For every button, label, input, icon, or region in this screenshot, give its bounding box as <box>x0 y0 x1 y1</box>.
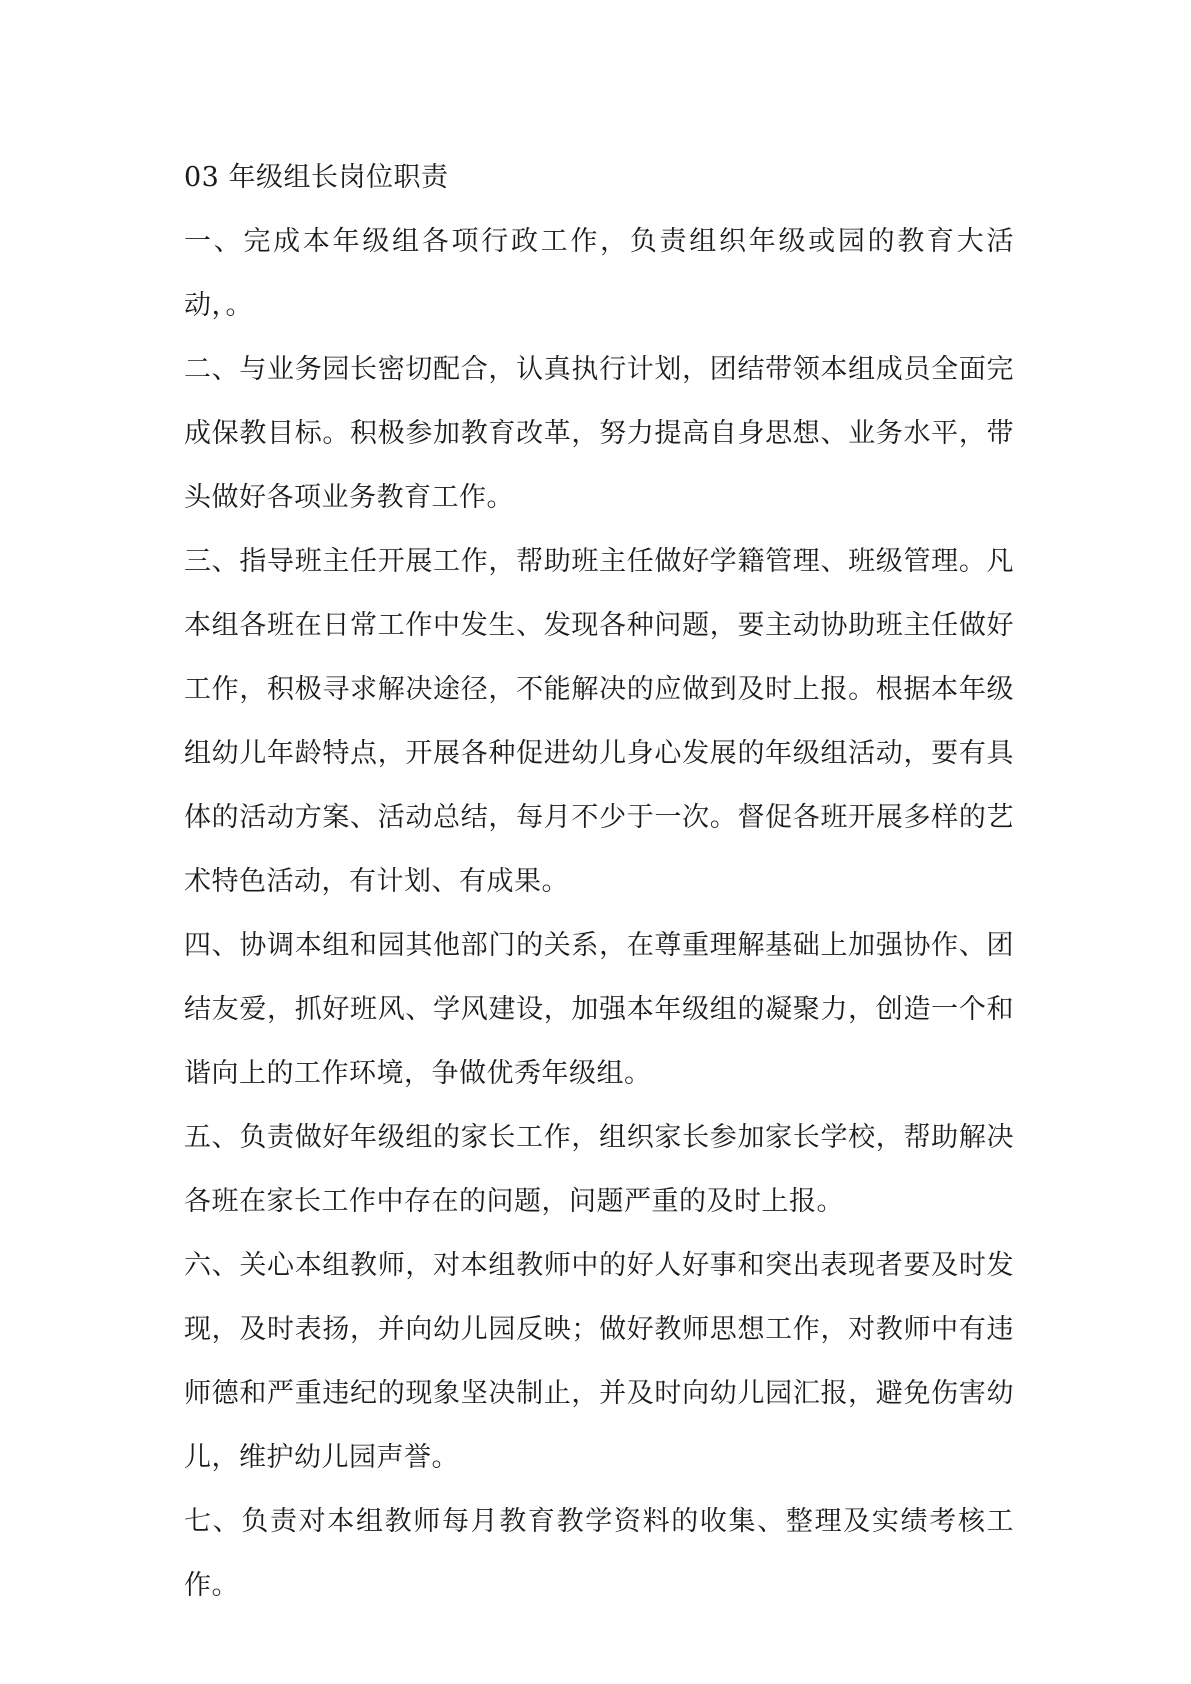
paragraph-7: 七、负责对本组教师每月教育教学资料的收集、整理及实绩考核工作。 <box>184 1506 1014 1601</box>
paragraph-4: 四、协调本组和园其他部门的关系，在尊重理解基础上加强协作、团结友爱，抓好班风、学风建设，加强本年级组的凝聚力，创造一个和谐向上的工作环境，争做优秀年级组。 <box>184 930 1014 1089</box>
paragraph-1: 一、完成本年级组各项行政工作，负责组织年级或园的教育大活动，。 <box>184 226 1014 321</box>
paragraph-5: 五、负责做好年级组的家长工作，组织家长参加家长学校，帮助解决各班在家长工作中存在的问题，问题严重的及时上报。 <box>184 1122 1014 1217</box>
document-body <box>184 146 1014 1618</box>
paragraph-3: 三、指导班主任开展工作，帮助班主任做好学籍管理、班级管理。凡本组各班在日常工作中发生、发现各种问题，要主动协助班主任做好工作，积极寻求解决途径，不能解决的应做到及时上报。根据本年级组幼儿年龄特点，开展各种促进幼儿身心发展的年级组活动，要有具体的活动方案、活动总结，每月不少于一次。督促各班开展多样的艺术特色活动，有计划、有成果。 <box>184 546 1014 897</box>
paragraph-2: 二、与业务园长密切配合，认真执行计划，团结带领本组成员全面完成保教目标。积极参加教育改革，努力提高自身思想、业务水平，带头做好各项业务教育工作。 <box>184 354 1014 513</box>
paragraph-6: 六、关心本组教师，对本组教师中的好人好事和突出表现者要及时发现，及时表扬，并向幼儿园反映；做好教师思想工作，对教师中有违师德和严重违纪的现象坚决制止，并及时向幼儿园汇报，避免伤害幼儿，维护幼儿园声誉。 <box>184 1250 1014 1473</box>
document-title: 03 年级组长岗位职责 <box>184 162 449 193</box>
